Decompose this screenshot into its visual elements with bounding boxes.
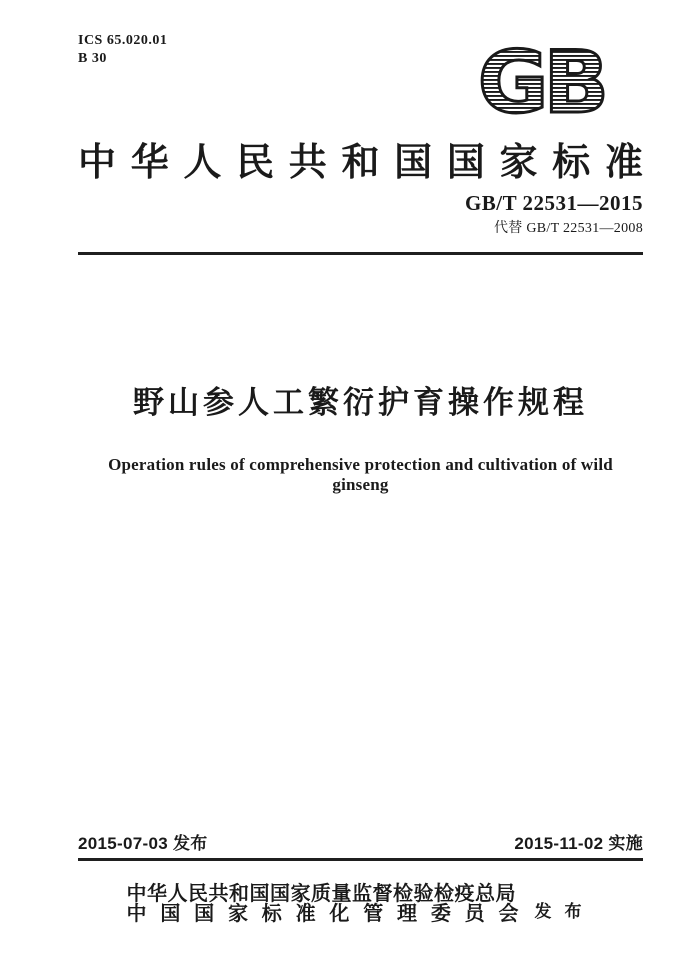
- gb-logo-graphic: [467, 35, 615, 119]
- implementation-date: 2015-11-02 实施: [514, 834, 643, 853]
- issue-date: 2015-07-03 发布: [78, 834, 208, 853]
- classification-code: B 30: [78, 50, 107, 66]
- issuer-line-2: 中 国 国 家 标 准 化 管 理 委 员 会: [126, 903, 519, 925]
- gb-logo-letters: GB: [477, 35, 605, 119]
- issuer-row: [78, 884, 643, 924]
- document-title-english: Operation rules of comprehensive protection and cultivation of wild ginseng: [108, 454, 613, 494]
- header-top-row: [78, 30, 643, 120]
- gb-logo: [467, 35, 615, 124]
- footer-rule: [78, 858, 643, 861]
- ics-code: ICS 65.020.01: [78, 33, 168, 48]
- publish-label: 发布: [534, 901, 595, 921]
- replaces-note: 代替 GB/T 22531—2008: [493, 221, 643, 237]
- national-standard-header: 中 华 人 民 共 和 国 国 家 标 准: [78, 142, 643, 184]
- issuer-names: [127, 884, 519, 924]
- document-title-chinese: 野山参人工繁衍护育操作规程: [133, 384, 588, 420]
- issuer-line-1: 中华人民共和国国家质量监督检验检疫总局: [126, 883, 516, 905]
- standard-number-block: [78, 192, 643, 237]
- cover-footer: [78, 829, 643, 924]
- dates-row: [78, 829, 643, 854]
- header-rule: [78, 252, 643, 255]
- ics-codes: [78, 30, 167, 67]
- standard-number: GB/T 22531—2015: [464, 191, 643, 215]
